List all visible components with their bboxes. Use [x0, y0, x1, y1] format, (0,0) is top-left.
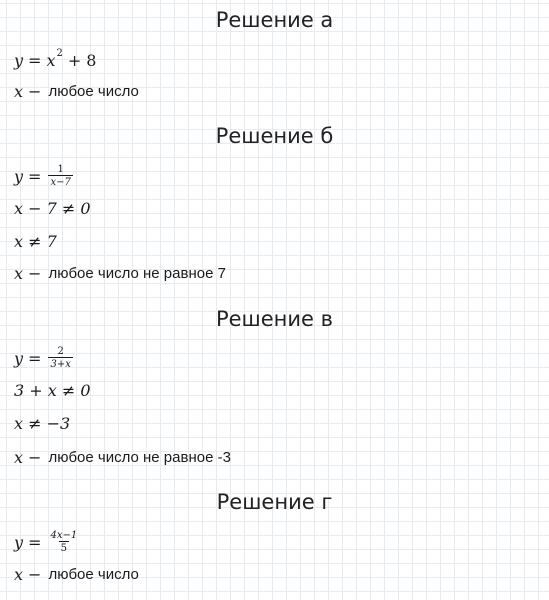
domain-text: любое число не равное -3 [48, 449, 231, 466]
denominator: 5 [60, 543, 68, 554]
domain-text: любое число [48, 83, 139, 100]
heading-solution-v: Решение в [215, 307, 334, 331]
fraction [48, 346, 72, 370]
domain-a [14, 82, 139, 101]
formula-v [14, 346, 73, 370]
var-x: x [14, 82, 24, 101]
solution-b [14, 232, 57, 251]
heading-solution-b: Решение б [215, 124, 334, 148]
condition-b [14, 199, 91, 218]
exponent: 2 [56, 48, 63, 59]
fraction [48, 530, 79, 554]
dash: − [28, 448, 42, 467]
equals-sign: = [28, 348, 42, 368]
var-y: y [14, 166, 24, 186]
inequality: 3 + x ≠ 0 [14, 381, 91, 400]
numerator: 1 [57, 164, 64, 175]
constant: 8 [86, 51, 97, 70]
dash: − [28, 264, 42, 283]
formula-g [14, 530, 79, 554]
solution-v [14, 414, 70, 433]
fraction [48, 164, 72, 188]
inequality: x − 7 ≠ 0 [14, 199, 91, 218]
var-y: y [14, 51, 24, 70]
denominator: x−7 [50, 177, 71, 188]
var-x: x [14, 565, 24, 584]
domain-g [14, 565, 139, 584]
condition-v [14, 381, 91, 400]
denominator: 3+x [50, 359, 71, 370]
inequality: x ≠ 7 [14, 232, 57, 251]
formula-b [14, 164, 73, 188]
plus-sign: + [67, 51, 82, 70]
heading-solution-g: Решение г [216, 490, 333, 514]
dash: − [28, 565, 42, 584]
domain-v [14, 448, 231, 467]
equals-sign: = [28, 51, 42, 70]
numerator: 2 [57, 346, 64, 357]
domain-b [14, 264, 226, 283]
equals-sign: = [28, 166, 42, 186]
var-x: x [14, 264, 24, 283]
domain-text: любое число не равное 7 [48, 265, 226, 282]
numerator: 4x−1 [50, 530, 78, 541]
equals-sign: = [28, 532, 42, 552]
var-x: x [14, 448, 24, 467]
inequality: x ≠ −3 [14, 414, 71, 433]
domain-text: любое число [48, 566, 139, 583]
heading-solution-a: Решение а [215, 8, 334, 32]
formula-a [14, 48, 97, 70]
var-y: y [14, 532, 24, 552]
var-y: y [14, 348, 24, 368]
dash: − [28, 82, 42, 101]
var-x: x [46, 51, 56, 70]
